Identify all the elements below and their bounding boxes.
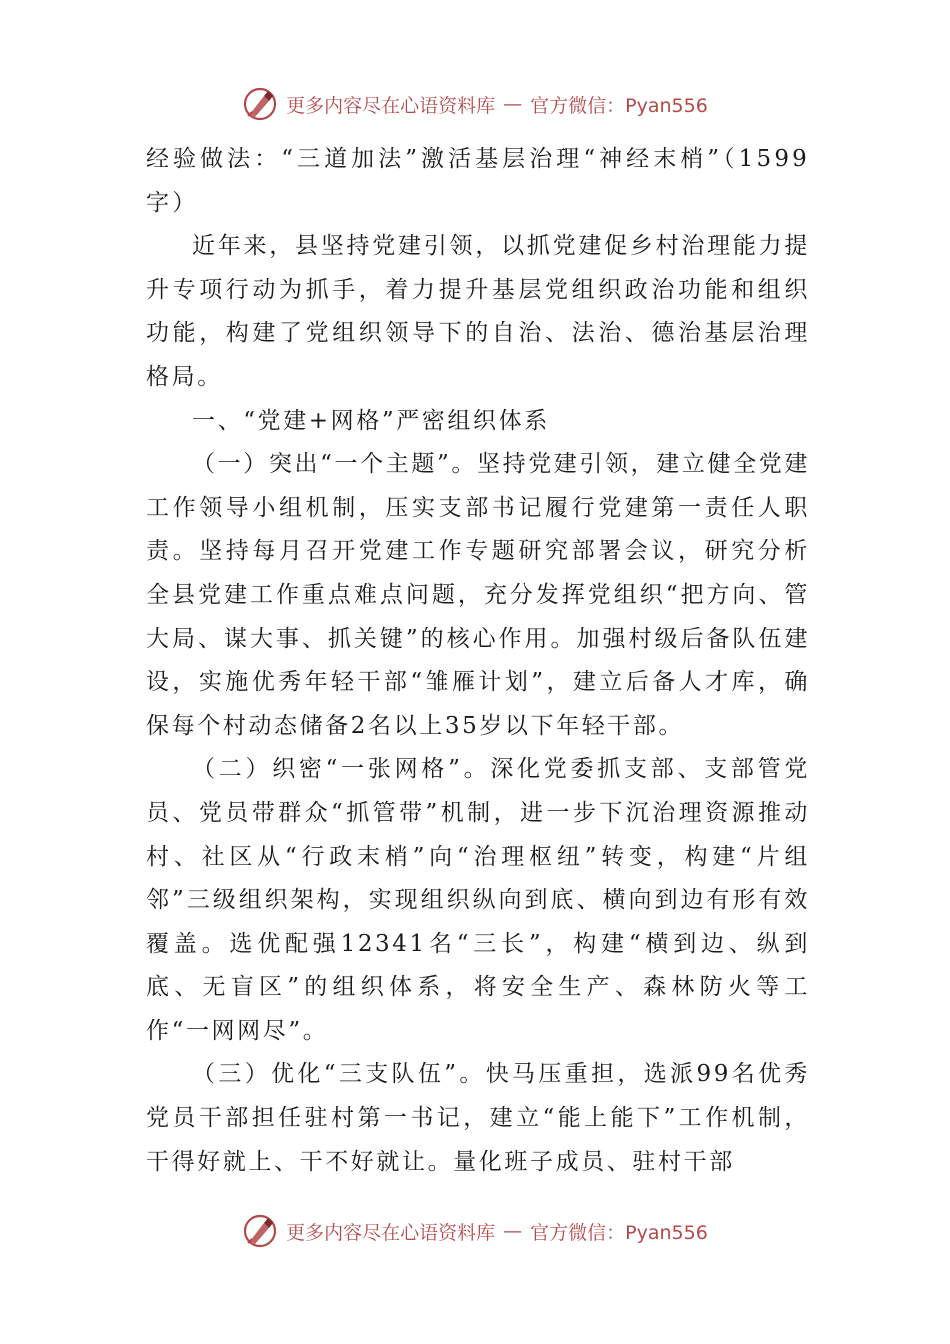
banner-dash: — xyxy=(503,93,523,115)
brand-logo-icon xyxy=(242,86,278,122)
header-watermark-banner xyxy=(0,84,950,124)
document-body xyxy=(146,138,810,1184)
paragraph-3: （三）优化“三支队伍”。快马压重担，选派99名优秀党员干部担任驻村第一书记，建立“能上能下”工作机制，干得好就上、干不好就让。量化班子成员、驻村干部 xyxy=(146,1061,810,1175)
section-heading-1: 一、“党建+网格”严密组织体系 xyxy=(192,407,550,434)
footer-watermark-banner xyxy=(0,1211,950,1251)
paragraph-intro: 近年来，县坚持党建引领，以抓党建促乡村治理能力提升专项行动为抓手，着力提升基层党组织政治功能和组织功能，构建了党组织领导下的自治、法治、德治基层治理格局。 xyxy=(146,233,810,390)
paragraph-2: （二）织密“一张网格”。深化党委抓支部、支部管党员、党员带群众“抓管带”机制，进一步下沉治理资源推动村、社区从“行政末梢”向“治理枢纽”转变，构建“片组邻”三级组织架构，实现组织纵向到底、横向到边有形有效覆盖。选优配强12341名“三长”，构建“横到边、纵到底、无盲区”的组织体系，将安全生产、森林防火等工作“一网网尽”。 xyxy=(146,756,810,1044)
banner-main-text: 更多内容尽在心语资料库 xyxy=(286,94,496,117)
banner-side-text: 官方微信：Pyan556 xyxy=(530,94,708,117)
document-title: 经验做法：“三道加法”激活基层治理“神经末梢”（1599字） xyxy=(146,146,810,216)
banner-side-text: 官方微信：Pyan556 xyxy=(530,1221,708,1244)
paragraph-1: （一）突出“一个主题”。坚持党建引领，建立健全党建工作领导小组机制，压实支部书记履行党建第一责任人职责。坚持每月召开党建工作专题研究部署会议，研究分析全县党建工作重点难点问题，充分发挥党组织“把方向、管大局、谋大事、抓关键”的核心作用。加强村级后备队伍建设，实施优秀年轻干部“雏雁计划”，建立后备人才库，确保每个村动态储备2名以上35岁以下年轻干部。 xyxy=(146,451,810,739)
brand-logo-icon xyxy=(242,1213,278,1249)
banner-dash: — xyxy=(503,1220,523,1242)
banner-main-text: 更多内容尽在心语资料库 xyxy=(286,1221,496,1244)
